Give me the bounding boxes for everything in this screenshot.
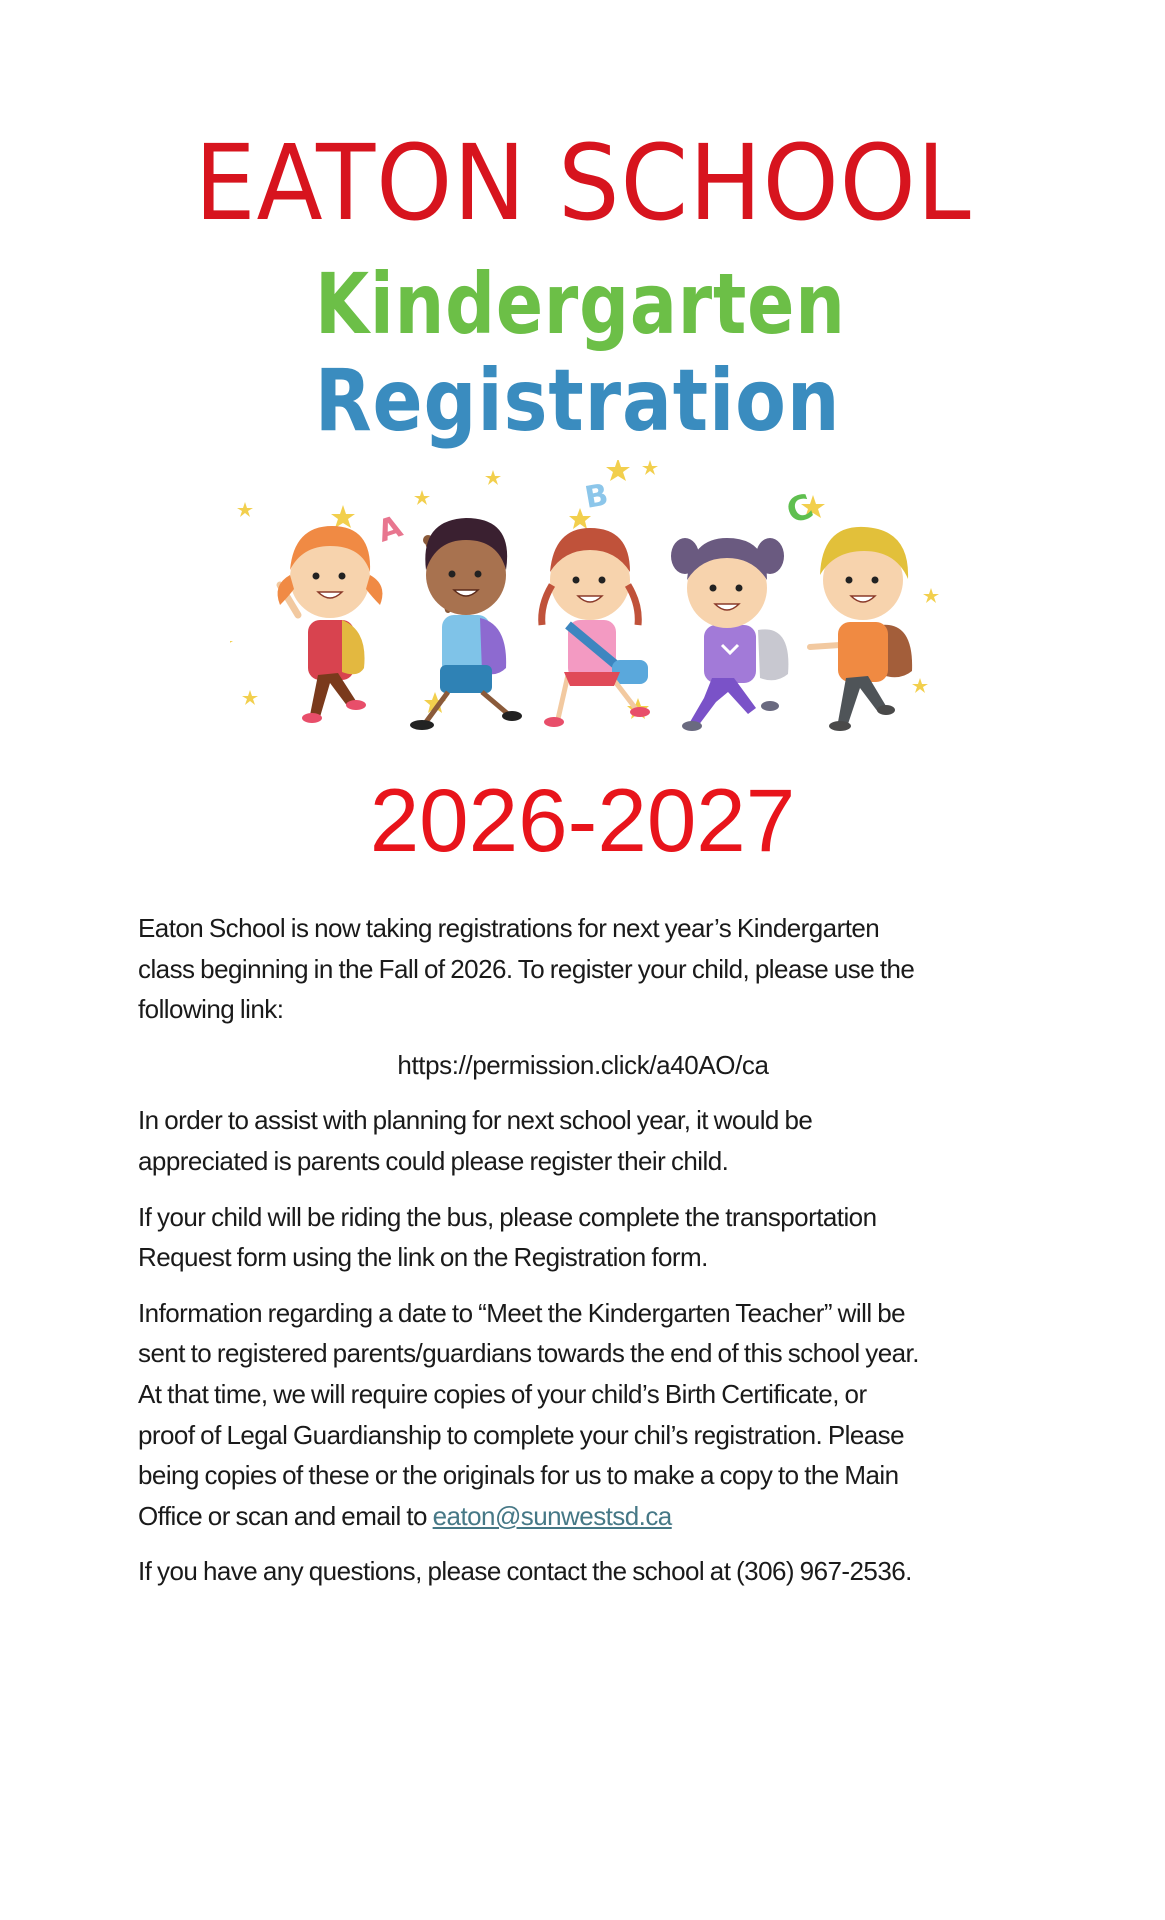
text-line: proof of Legal Guardianship to complete your chil’s registration. Please [138, 1419, 905, 1450]
star-icon [242, 690, 258, 705]
running-kids-illustration [230, 460, 950, 760]
text-line: sent to registered parents/guardians towards the end of this school year. [138, 1338, 919, 1369]
text-line: being copies of these or the originals for us to make a copy to the Main [138, 1460, 899, 1491]
text-line: If you have any questions, please contact the school at (306) 967-2536. [138, 1556, 912, 1587]
contact-paragraph [138, 1551, 1038, 1592]
text-line [138, 1496, 1038, 1537]
school-year-heading: 2026-2027 [369, 770, 796, 870]
text-line: following link: [138, 994, 284, 1025]
star-icon [485, 470, 501, 485]
kid-1-figure [278, 526, 383, 723]
text-line: Information regarding a date to “Meet the Kindergarten Teacher” will be [138, 1297, 906, 1328]
text-line: Request form using the link on the Registration form. [138, 1242, 708, 1273]
star-icon [606, 460, 630, 481]
registration-title: Registration [314, 351, 841, 451]
star-icon [923, 588, 939, 603]
star-icon [414, 490, 430, 505]
star-icon [642, 460, 658, 475]
kid-4-figure [671, 538, 788, 731]
letter-a-icon: A [373, 509, 407, 550]
planning-paragraph [138, 1100, 1038, 1181]
star-icon [912, 678, 928, 693]
text-line: class beginning in the Fall of 2026. To register your child, please use the [138, 953, 915, 984]
registration-link-paragraph [138, 1045, 1028, 1086]
kid-5-figure [810, 527, 912, 731]
star-icon [331, 505, 355, 528]
letter-c-icon: C [781, 486, 819, 533]
email-link[interactable]: eaton@sunwestsd.ca [432, 1500, 672, 1531]
kid-2-figure [410, 518, 522, 730]
letter-b-icon: B [582, 477, 611, 516]
intro-paragraph [138, 908, 1038, 1030]
kindergarten-title: Kindergarten [315, 255, 846, 353]
email-prefix-text: Office or scan and email to [138, 1500, 433, 1531]
text-line: Eaton School is now taking registrations for next year’s Kindergarten [138, 913, 880, 943]
body-content [138, 908, 1038, 1607]
star-icon [237, 502, 253, 517]
text-line: At that time, we will require copies of your child’s Birth Certificate, or [138, 1378, 867, 1409]
star-icon [230, 635, 233, 650]
text-line: appreciated is parents could please register their child. [138, 1145, 729, 1176]
kid-3-figure [542, 528, 650, 727]
text-line: If your child will be riding the bus, please complete the transportation [138, 1201, 877, 1232]
bus-paragraph [138, 1197, 1038, 1278]
text-line: In order to assist with planning for next school year, it would be [138, 1105, 813, 1136]
school-name-heading: EATON SCHOOL [194, 122, 972, 244]
meet-teacher-paragraph [138, 1293, 1038, 1537]
registration-link[interactable]: https://permission.click/a40AO/ca [397, 1049, 769, 1080]
